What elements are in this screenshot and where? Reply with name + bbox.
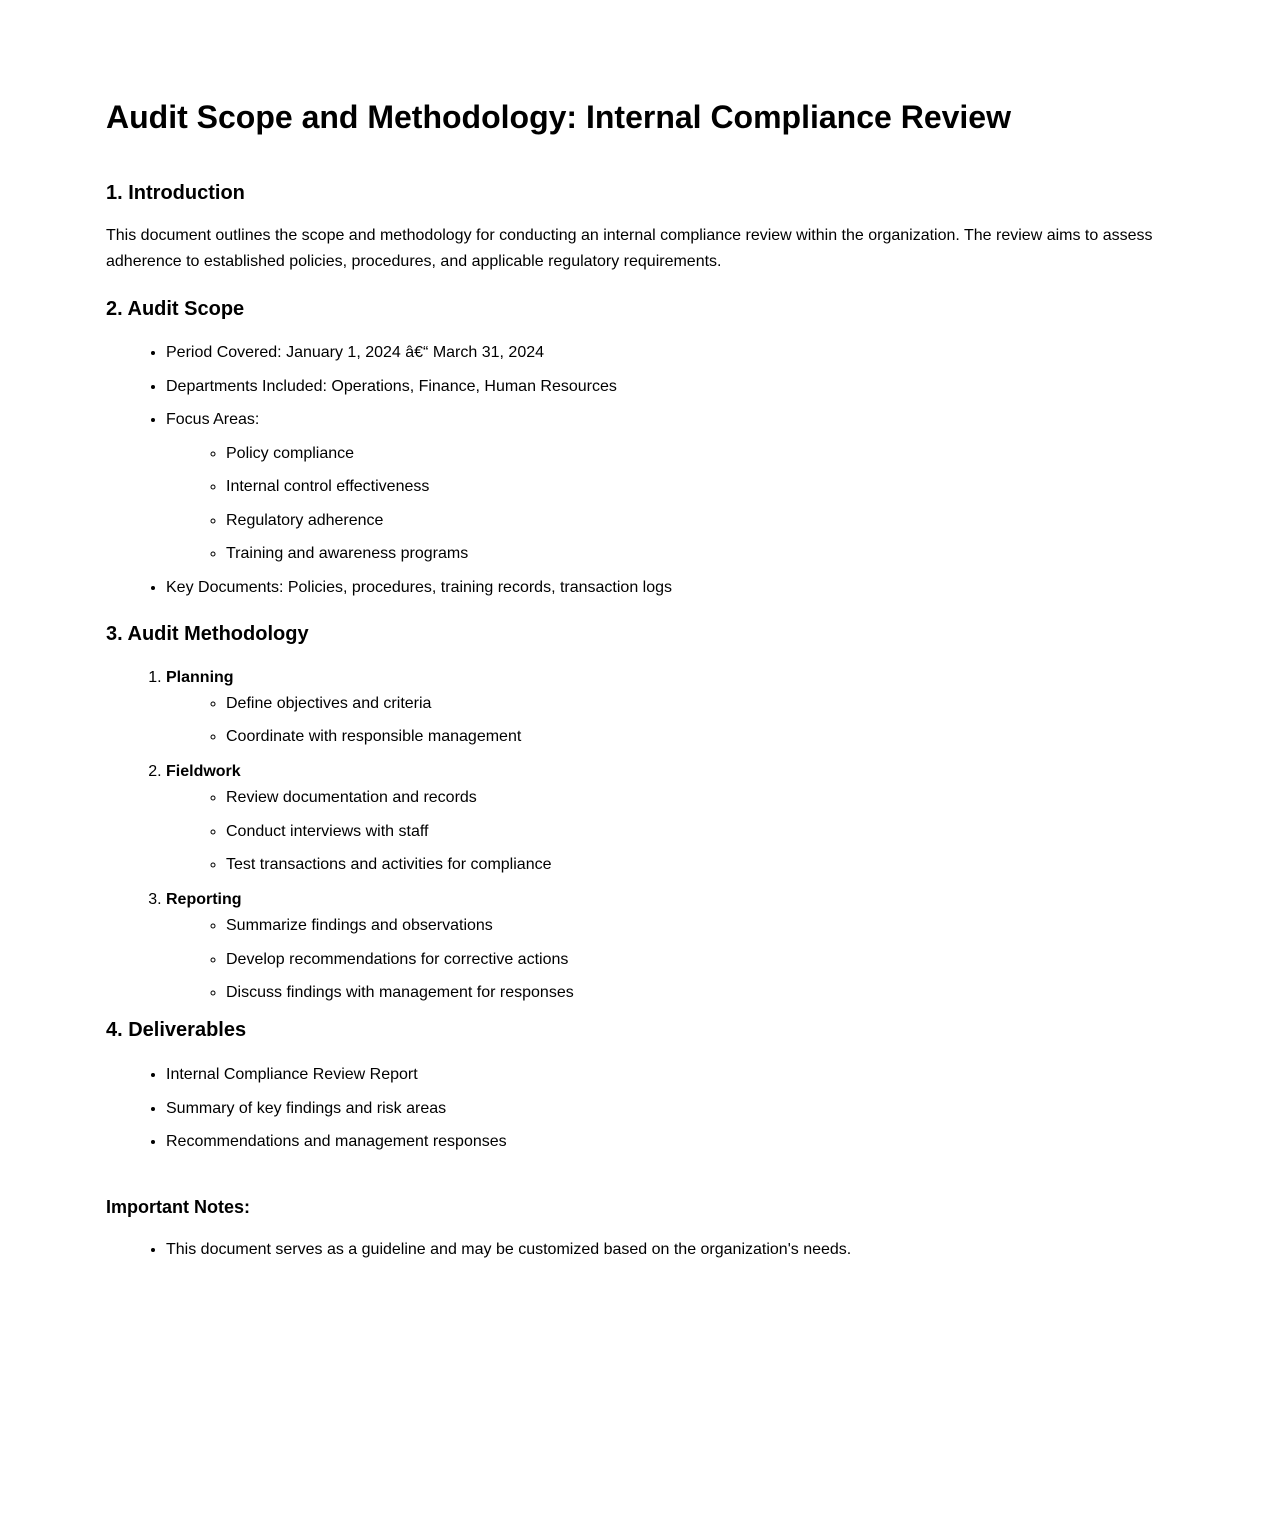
step-planning: [166, 668, 1166, 748]
step-sublist: [166, 916, 1166, 1003]
list-item: ◦ Coordinate with responsible management: [226, 727, 1166, 747]
step-label: Planning: [166, 668, 234, 686]
list-item: • Key Documents: Policies, procedures, training records, transaction logs: [166, 578, 1166, 598]
list-item: • Internal Compliance Review Report: [166, 1065, 1166, 1085]
list-item: ◦ Discuss findings with management for responses: [226, 983, 1166, 1003]
focus-areas-list: [166, 444, 1166, 565]
methodology-steps: [106, 668, 1166, 1004]
scope-list: [106, 343, 1166, 598]
notes-heading: Important Notes:: [106, 1197, 250, 1217]
list-item: • Recommendations and management responses: [166, 1132, 1166, 1152]
step-sublist: [166, 694, 1166, 748]
step-label: Reporting: [166, 891, 242, 908]
list-item: ◦ Regulatory adherence: [226, 511, 1166, 531]
list-item-label: Focus Areas:: [166, 411, 260, 428]
section-heading-methodology: 3. Audit Methodology: [106, 622, 309, 645]
list-item: ◦ Review documentation and records: [226, 788, 1166, 808]
section-heading-deliverables: 4. Deliverables: [106, 1019, 247, 1041]
section-heading-introduction: 1. Introduction: [106, 182, 245, 204]
list-item: ◦ Training and awareness programs: [226, 544, 1166, 564]
list-item: • Summary of key findings and risk areas: [166, 1099, 1166, 1119]
notes-list: [106, 1240, 1166, 1260]
list-item: • Period Covered: January 1, 2024 â€“ March 31, 2024: [166, 343, 1166, 363]
step-label: Fieldwork: [166, 763, 241, 780]
list-item: ◦ Develop recommendations for corrective actions: [226, 950, 1166, 970]
step-fieldwork: [166, 762, 1166, 875]
list-item: [166, 410, 1166, 564]
list-item: • Departments Included: Operations, Finance, Human Resources: [166, 377, 1166, 397]
intro-paragraph: This document outlines the scope and methodology for conducting an internal compliance review within the organization. The review aims to assess adherence to established policies, procedures, and applicable regulatory requirements.: [106, 227, 1153, 270]
list-item: ◦ Summarize findings and observations: [226, 916, 1166, 936]
section-heading-scope: 2. Audit Scope: [106, 298, 245, 320]
list-item: ◦ Define objectives and criteria: [226, 694, 1166, 714]
page-title: Audit Scope and Methodology: Internal Compliance Review: [106, 99, 1011, 135]
list-item: ◦ Test transactions and activities for compliance: [226, 855, 1166, 875]
list-item: • This document serves as a guideline and may be customized based on the organization's needs.: [166, 1240, 1166, 1260]
step-reporting: [166, 890, 1166, 1003]
list-item: ◦ Conduct interviews with staff: [226, 822, 1166, 842]
list-item: ◦ Policy compliance: [226, 444, 1166, 464]
deliverables-list: [106, 1065, 1166, 1152]
step-sublist: [166, 788, 1166, 875]
document: [106, 96, 1166, 1274]
list-item: ◦ Internal control effectiveness: [226, 477, 1166, 497]
